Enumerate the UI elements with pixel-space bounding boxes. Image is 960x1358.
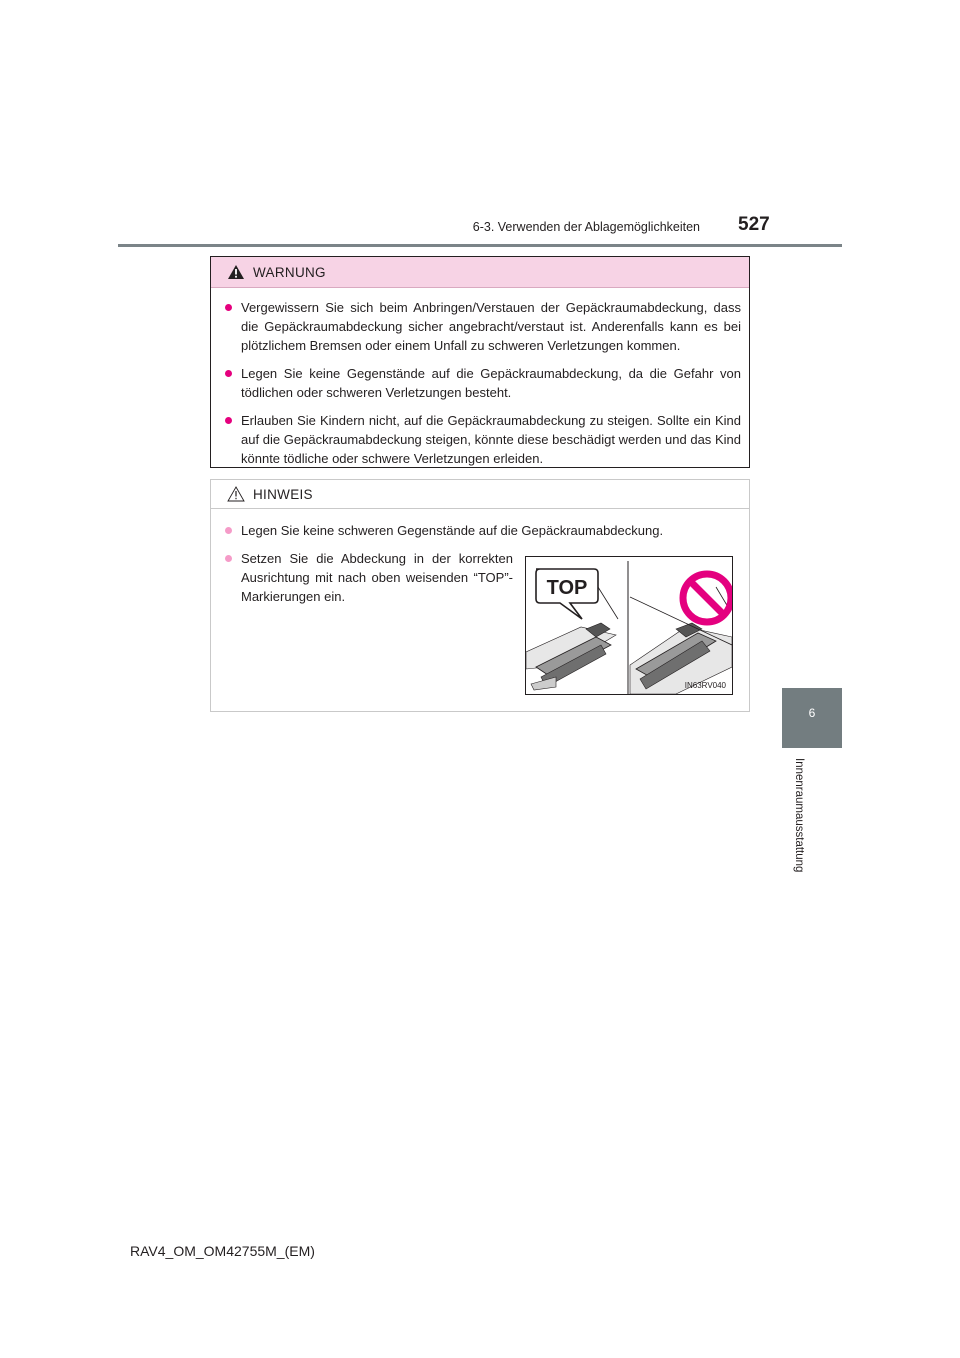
- notice-item: [225, 521, 741, 540]
- chapter-number: 6: [808, 706, 816, 720]
- warning-item-text: Erlauben Sie Kindern nicht, auf die Gepäckraumabdeckung zu steigen. Sollte ein Kind auf die Gepäckraumabdeckung steigen, könnte diese beschädigt werden und das Kind könnte tödliche oder schwere Verletzungen erleiden.: [241, 413, 741, 466]
- bullet-icon: [225, 417, 232, 424]
- page-number: 527: [738, 214, 770, 235]
- caution-triangle-icon: [227, 486, 245, 502]
- warning-box: [210, 256, 750, 468]
- top-marker-label: TOP: [546, 577, 588, 599]
- bullet-icon: [225, 304, 232, 311]
- warning-title: WARNUNG: [253, 264, 326, 280]
- prohibition-icon: [683, 574, 731, 622]
- warning-item-text: Legen Sie keine Gegenstände auf die Gepäckraumabdeckung, da die Gefahr von tödlichen oder schweren Verletzungen besteht.: [241, 366, 741, 400]
- illustration-code: IN63RV040: [684, 681, 726, 690]
- notice-header: [211, 480, 749, 509]
- warning-triangle-icon: [227, 264, 245, 280]
- header-rule: [118, 244, 842, 247]
- notice-item-text: Legen Sie keine schweren Gegenstände auf die Gepäckraumabdeckung.: [241, 523, 664, 538]
- bullet-icon: [225, 555, 232, 562]
- section-title: 6-3. Verwenden der Ablagemöglichkeiten: [472, 220, 700, 234]
- chapter-title: Innenraumausstattung: [793, 758, 805, 873]
- manual-code: RAV4_OM_OM42755M_(EM): [130, 1243, 315, 1259]
- bullet-icon: [225, 527, 232, 534]
- notice-item: [225, 549, 513, 606]
- warning-item: [225, 298, 741, 355]
- warning-item: [225, 411, 741, 468]
- warning-item: [225, 364, 741, 402]
- warning-item-text: Vergewissern Sie sich beim Anbringen/Verstauen der Gepäckraumabdeckung, dass die Gepäckraumabdeckung sicher angebracht/verstaut ist. Anderenfalls kann es bei plötzlichem Bremsen oder einem Unfall zu schweren Verletzungen kommen.: [241, 300, 741, 353]
- cover-orientation-drawing: [526, 557, 732, 694]
- warning-body: [211, 288, 749, 468]
- cover-orientation-illustration: [525, 556, 733, 695]
- chapter-tab: [782, 688, 842, 748]
- notice-item-text: Setzen Sie die Abdeckung in der korrekten Ausrichtung mit nach oben weisenden “TOP”-Markierungen ein.: [241, 551, 513, 604]
- warning-header: [211, 257, 749, 288]
- bullet-icon: [225, 370, 232, 377]
- notice-title: HINWEIS: [253, 486, 313, 502]
